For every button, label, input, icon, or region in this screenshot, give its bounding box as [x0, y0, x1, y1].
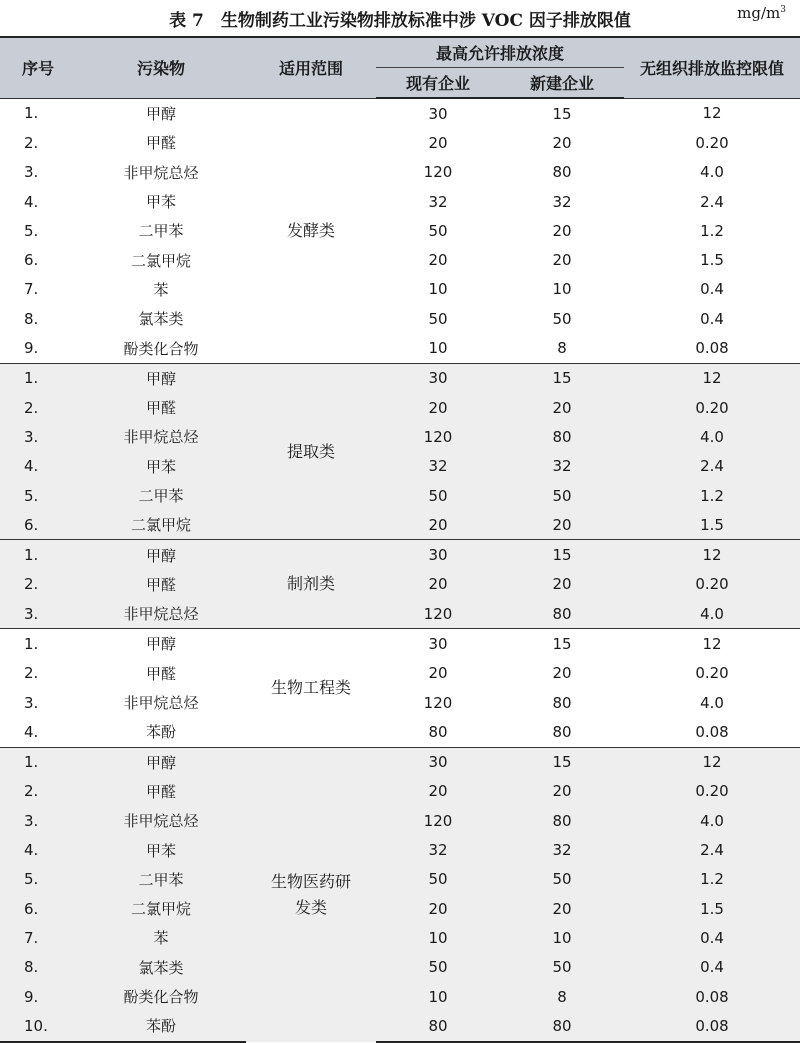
cell-pollutant: 二氯甲烷: [76, 245, 246, 274]
cell-existing: 30: [376, 540, 500, 570]
cell-fugitive-limit: 12: [624, 363, 800, 393]
table-row: [0, 275, 800, 304]
cell-existing: 20: [376, 659, 500, 688]
cell-seq: 5.: [0, 865, 76, 894]
cell-new: 8: [500, 982, 624, 1011]
table-row: [0, 98, 800, 128]
cell-pollutant: 苯: [76, 275, 246, 304]
cell-seq: 8.: [0, 953, 76, 982]
table-row: [0, 865, 800, 894]
cell-new: 50: [500, 953, 624, 982]
cell-new: 10: [500, 275, 624, 304]
table-group: [0, 629, 800, 747]
cell-pollutant: 甲醛: [76, 128, 246, 157]
cell-fugitive-limit: 0.4: [624, 953, 800, 982]
cell-pollutant: 甲醇: [76, 98, 246, 128]
unit-label: [737, 4, 786, 22]
cell-new: 15: [500, 540, 624, 570]
header-scope: 适用范围: [246, 37, 376, 98]
cell-existing: 30: [376, 629, 500, 659]
cell-fugitive-limit: 0.4: [624, 304, 800, 333]
cell-existing: 32: [376, 187, 500, 216]
cell-fugitive-limit: 2.4: [624, 452, 800, 481]
cell-fugitive-limit: 0.20: [624, 393, 800, 422]
table-row: [0, 923, 800, 952]
table-row: [0, 894, 800, 923]
table-row: [0, 128, 800, 157]
cell-new: 20: [500, 393, 624, 422]
cell-seq: 4.: [0, 717, 76, 747]
cell-fugitive-limit: 4.0: [624, 422, 800, 451]
cell-fugitive-limit: 0.20: [624, 570, 800, 599]
table-row: [0, 806, 800, 835]
table-row: [0, 777, 800, 806]
cell-pollutant: 甲醛: [76, 393, 246, 422]
table-header: [0, 37, 800, 98]
cell-existing: 20: [376, 245, 500, 274]
cell-new: 15: [500, 98, 624, 128]
cell-existing: 20: [376, 570, 500, 599]
table-row: [0, 570, 800, 599]
cell-pollutant: 苯: [76, 923, 246, 952]
cell-pollutant: 甲醇: [76, 363, 246, 393]
header-fugitive-limit: 无组织排放监控限值: [624, 37, 800, 98]
cell-fugitive-limit: 0.20: [624, 659, 800, 688]
cell-existing: 50: [376, 481, 500, 510]
cell-existing: 30: [376, 747, 500, 777]
cell-existing: 80: [376, 1011, 500, 1041]
cell-fugitive-limit: 0.4: [624, 275, 800, 304]
table-row: [0, 717, 800, 747]
cell-existing: 120: [376, 599, 500, 629]
cell-fugitive-limit: 0.08: [624, 982, 800, 1011]
header-pollutant: 污染物: [76, 37, 246, 98]
cell-new: 80: [500, 717, 624, 747]
cell-new: 8: [500, 333, 624, 363]
table-row: [0, 393, 800, 422]
cell-pollutant: 甲醛: [76, 777, 246, 806]
cell-seq: 6.: [0, 894, 76, 923]
table-row: [0, 599, 800, 629]
table-row: [0, 953, 800, 982]
cell-pollutant: 甲苯: [76, 187, 246, 216]
cell-new: 80: [500, 806, 624, 835]
cell-fugitive-limit: 1.5: [624, 245, 800, 274]
cell-scope: 生物工程类: [246, 629, 376, 747]
cell-pollutant: 非甲烷总烃: [76, 806, 246, 835]
table-row: [0, 245, 800, 274]
cell-fugitive-limit: 4.0: [624, 688, 800, 717]
table-row: [0, 187, 800, 216]
unit-exponent: 3: [780, 5, 786, 15]
cell-seq: 6.: [0, 510, 76, 540]
cell-new: 50: [500, 481, 624, 510]
table-group: [0, 540, 800, 629]
cell-pollutant: 非甲烷总烃: [76, 688, 246, 717]
table-group: [0, 363, 800, 540]
cell-fugitive-limit: 12: [624, 747, 800, 777]
cell-new: 50: [500, 865, 624, 894]
cell-seq: 4.: [0, 187, 76, 216]
cell-new: 10: [500, 923, 624, 952]
table-row: [0, 835, 800, 864]
cell-scope: 发酵类: [246, 98, 376, 363]
cell-seq: 5.: [0, 216, 76, 245]
cell-existing: 20: [376, 777, 500, 806]
cell-new: 80: [500, 1011, 624, 1041]
cell-seq: 1.: [0, 747, 76, 777]
cell-seq: 7.: [0, 923, 76, 952]
cell-fugitive-limit: 1.2: [624, 216, 800, 245]
table-caption: [0, 0, 800, 36]
table-row: [0, 659, 800, 688]
cell-existing: 120: [376, 158, 500, 187]
cell-scope: 制剂类: [246, 540, 376, 629]
unit-text: mg/m: [737, 4, 781, 22]
cell-fugitive-limit: 2.4: [624, 835, 800, 864]
cell-existing: 120: [376, 688, 500, 717]
cell-seq: 1.: [0, 629, 76, 659]
cell-pollutant: 甲醇: [76, 540, 246, 570]
cell-new: 15: [500, 363, 624, 393]
table-row: [0, 333, 800, 363]
cell-seq: 4.: [0, 452, 76, 481]
cell-existing: 10: [376, 982, 500, 1011]
cell-pollutant: 甲醇: [76, 629, 246, 659]
cell-new: 15: [500, 747, 624, 777]
cell-fugitive-limit: 0.20: [624, 128, 800, 157]
cell-new: 50: [500, 304, 624, 333]
cell-pollutant: 氯苯类: [76, 304, 246, 333]
cell-new: 80: [500, 688, 624, 717]
cell-fugitive-limit: 0.08: [624, 333, 800, 363]
cell-seq: 1.: [0, 98, 76, 128]
table-row: [0, 629, 800, 659]
cell-pollutant: 酚类化合物: [76, 333, 246, 363]
cell-existing: 20: [376, 510, 500, 540]
header-max-concentration: 最高允许排放浓度: [376, 37, 624, 68]
cell-new: 32: [500, 187, 624, 216]
cell-pollutant: 二氯甲烷: [76, 894, 246, 923]
cell-fugitive-limit: 1.5: [624, 510, 800, 540]
cell-seq: 7.: [0, 275, 76, 304]
table-row: [0, 688, 800, 717]
cell-pollutant: 甲醛: [76, 570, 246, 599]
table-row: [0, 481, 800, 510]
cell-pollutant: 苯酚: [76, 1011, 246, 1041]
cell-pollutant: 二甲苯: [76, 481, 246, 510]
cell-new: 20: [500, 894, 624, 923]
cell-existing: 50: [376, 953, 500, 982]
cell-existing: 30: [376, 363, 500, 393]
cell-pollutant: 非甲烷总烃: [76, 158, 246, 187]
table-row: [0, 1011, 800, 1041]
cell-fugitive-limit: 0.08: [624, 717, 800, 747]
cell-seq: 5.: [0, 481, 76, 510]
cell-seq: 2.: [0, 393, 76, 422]
cell-new: 20: [500, 128, 624, 157]
cell-seq: 3.: [0, 599, 76, 629]
cell-existing: 32: [376, 835, 500, 864]
cell-pollutant: 苯酚: [76, 717, 246, 747]
table-row: [0, 304, 800, 333]
cell-pollutant: 二甲苯: [76, 865, 246, 894]
cell-existing: 20: [376, 894, 500, 923]
cell-fugitive-limit: 4.0: [624, 599, 800, 629]
cell-existing: 10: [376, 333, 500, 363]
table-row: [0, 540, 800, 570]
table-row: [0, 422, 800, 451]
cell-new: 80: [500, 158, 624, 187]
header-existing-enterprise: 现有企业: [376, 68, 500, 99]
table-group: [0, 747, 800, 1041]
table-row: [0, 747, 800, 777]
cell-new: 32: [500, 835, 624, 864]
cell-existing: 32: [376, 452, 500, 481]
cell-seq: 4.: [0, 835, 76, 864]
cell-seq: 3.: [0, 806, 76, 835]
cell-existing: 120: [376, 806, 500, 835]
cell-existing: 20: [376, 393, 500, 422]
cell-fugitive-limit: 1.2: [624, 481, 800, 510]
cell-pollutant: 非甲烷总烃: [76, 599, 246, 629]
cell-existing: 50: [376, 865, 500, 894]
cell-seq: 2.: [0, 659, 76, 688]
cell-fugitive-limit: 1.5: [624, 894, 800, 923]
cell-fugitive-limit: 12: [624, 98, 800, 128]
cell-seq: 3.: [0, 422, 76, 451]
cell-fugitive-limit: 1.2: [624, 865, 800, 894]
table-row: [0, 982, 800, 1011]
cell-seq: 2.: [0, 777, 76, 806]
cell-seq: 8.: [0, 304, 76, 333]
cell-seq: 2.: [0, 128, 76, 157]
cell-new: 20: [500, 216, 624, 245]
cell-fugitive-limit: 0.4: [624, 923, 800, 952]
cell-fugitive-limit: 2.4: [624, 187, 800, 216]
cell-existing: 30: [376, 98, 500, 128]
cell-new: 20: [500, 510, 624, 540]
cell-existing: 80: [376, 717, 500, 747]
table-title: 表 7 生物制药工业污染物排放标准中涉 VOC 因子排放限值: [169, 11, 631, 31]
cell-fugitive-limit: 0.20: [624, 777, 800, 806]
cell-pollutant: 甲苯: [76, 835, 246, 864]
cell-pollutant: 甲醇: [76, 747, 246, 777]
cell-seq: 1.: [0, 540, 76, 570]
cell-seq: 3.: [0, 688, 76, 717]
cell-existing: 50: [376, 304, 500, 333]
cell-pollutant: 二甲苯: [76, 216, 246, 245]
cell-seq: 3.: [0, 158, 76, 187]
cell-fugitive-limit: 0.08: [624, 1011, 800, 1041]
table-group: [0, 98, 800, 363]
cell-seq: 9.: [0, 333, 76, 363]
cell-pollutant: 甲醛: [76, 659, 246, 688]
header-new-enterprise: 新建企业: [500, 68, 624, 99]
header-seq: 序号: [0, 37, 76, 98]
cell-new: 80: [500, 599, 624, 629]
cell-seq: 6.: [0, 245, 76, 274]
cell-existing: 20: [376, 128, 500, 157]
cell-new: 20: [500, 777, 624, 806]
table-row: [0, 452, 800, 481]
cell-seq: 2.: [0, 570, 76, 599]
cell-existing: 50: [376, 216, 500, 245]
cell-pollutant: 酚类化合物: [76, 982, 246, 1011]
cell-seq: 9.: [0, 982, 76, 1011]
cell-scope: 提取类: [246, 363, 376, 540]
voc-limits-table: [0, 36, 800, 1043]
cell-new: 15: [500, 629, 624, 659]
cell-new: 20: [500, 245, 624, 274]
cell-new: 20: [500, 570, 624, 599]
cell-pollutant: 氯苯类: [76, 953, 246, 982]
cell-seq: 1.: [0, 363, 76, 393]
cell-existing: 10: [376, 275, 500, 304]
cell-pollutant: 二氯甲烷: [76, 510, 246, 540]
cell-fugitive-limit: 4.0: [624, 158, 800, 187]
table-row: [0, 216, 800, 245]
cell-new: 20: [500, 659, 624, 688]
table-row: [0, 510, 800, 540]
cell-new: 80: [500, 422, 624, 451]
cell-seq: 10.: [0, 1011, 76, 1041]
cell-existing: 10: [376, 923, 500, 952]
cell-new: 32: [500, 452, 624, 481]
cell-fugitive-limit: 12: [624, 540, 800, 570]
cell-scope: 生物医药研 发类: [246, 747, 376, 1041]
cell-pollutant: 甲苯: [76, 452, 246, 481]
cell-fugitive-limit: 12: [624, 629, 800, 659]
table-row: [0, 158, 800, 187]
cell-fugitive-limit: 4.0: [624, 806, 800, 835]
cell-existing: 120: [376, 422, 500, 451]
table-row: [0, 363, 800, 393]
cell-pollutant: 非甲烷总烃: [76, 422, 246, 451]
